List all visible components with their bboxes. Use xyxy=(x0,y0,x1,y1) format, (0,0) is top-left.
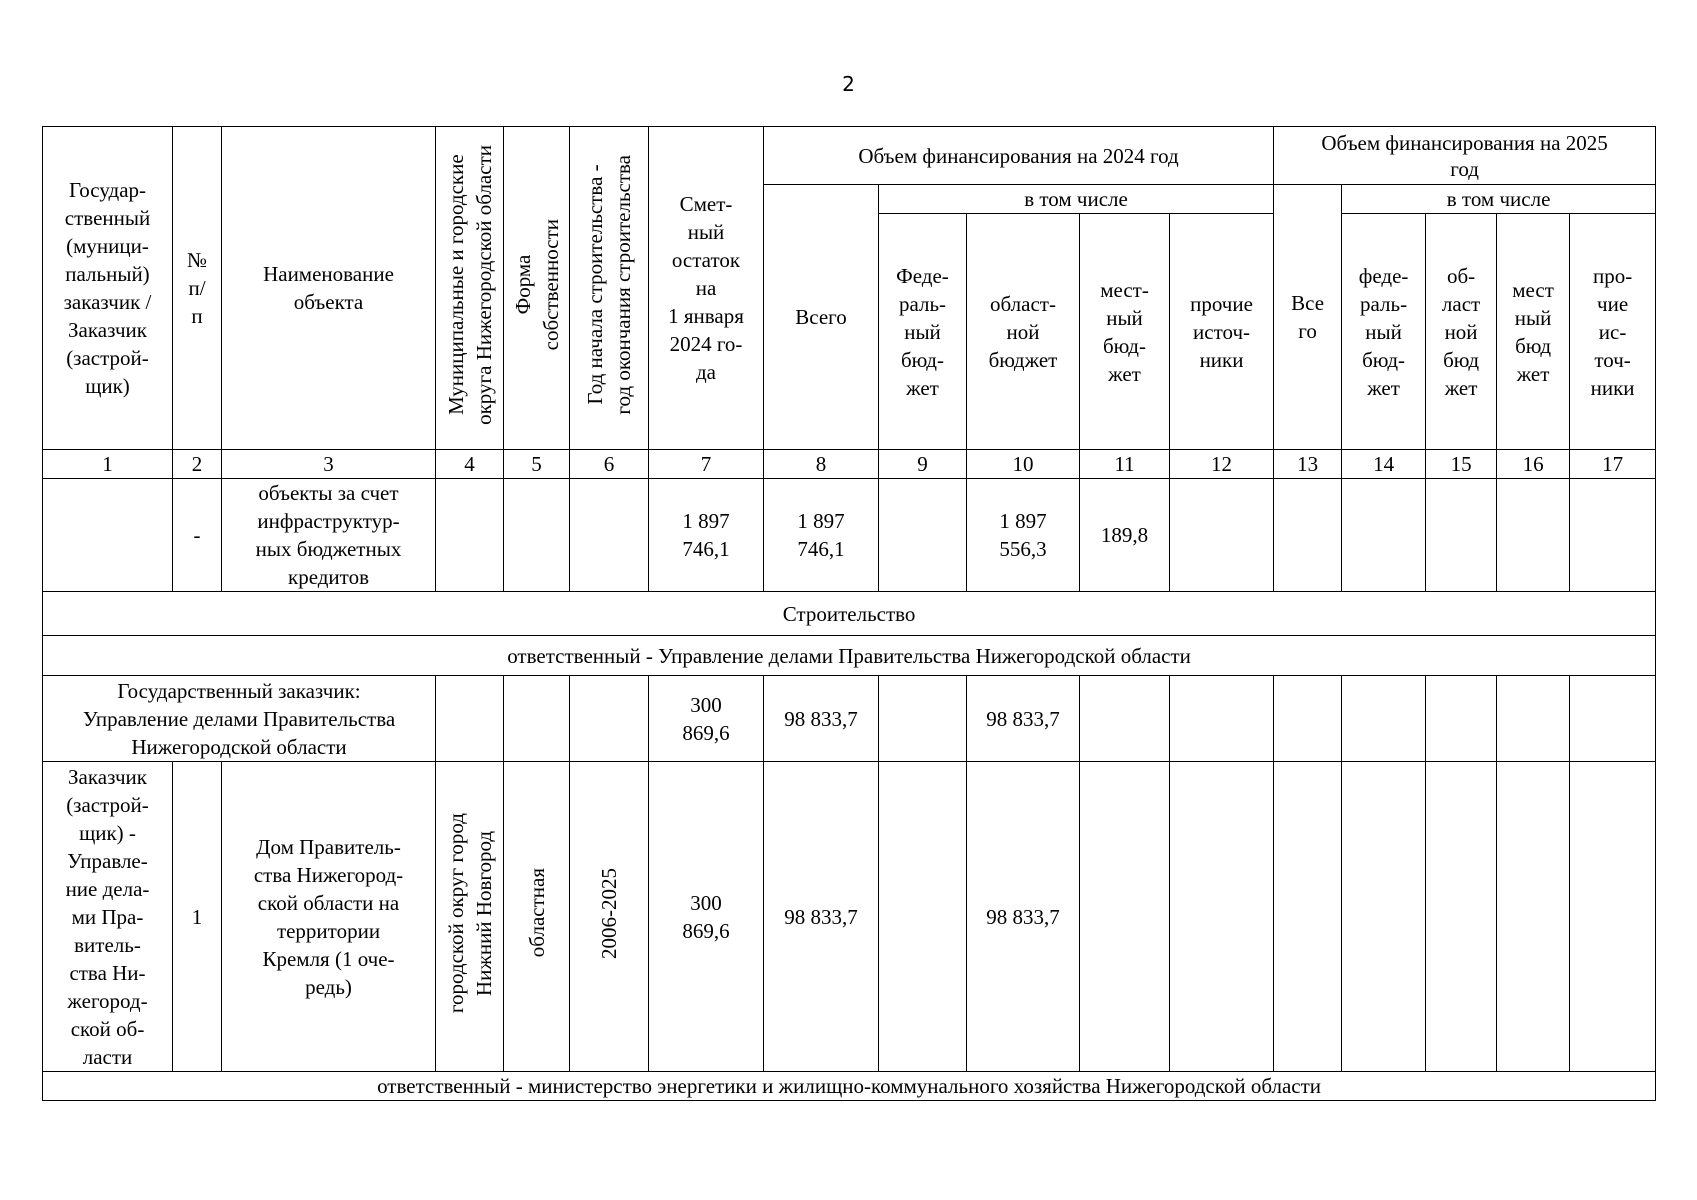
column-number-row xyxy=(43,450,1656,479)
header-ownership xyxy=(504,127,570,450)
header-municipality xyxy=(436,127,504,450)
text-line: Феде- xyxy=(896,263,949,288)
text-line: 1 897 xyxy=(682,509,730,533)
text-line: инфраструктур- xyxy=(257,509,400,533)
text-line: ный xyxy=(1365,319,1402,344)
header-2024-local xyxy=(1080,214,1170,450)
text-line: Государ- xyxy=(68,178,147,202)
text-line: Заказчик xyxy=(68,764,147,789)
text-line: ис- xyxy=(1598,319,1627,344)
object-customer xyxy=(43,762,173,1072)
header-row-1 xyxy=(43,127,1656,185)
text-line: ный xyxy=(687,220,725,244)
text-line: щик) xyxy=(85,374,130,398)
text-line: 746,1 xyxy=(797,537,845,561)
column-number-9: 9 xyxy=(879,450,967,479)
text-line: про- xyxy=(1592,263,1633,288)
text-line: (застрой- xyxy=(66,792,149,817)
text-line: ской об- xyxy=(70,1016,145,1041)
text-line: Кремля (1 оче- xyxy=(262,946,395,971)
text-line: бюд- xyxy=(1103,333,1146,358)
text-line: территории xyxy=(276,918,381,943)
text-line: 2024 го- xyxy=(669,332,743,356)
object-municipality xyxy=(436,762,504,1072)
text-line: собственности xyxy=(538,218,563,351)
text-line: ный xyxy=(904,319,941,344)
object-ownership: областная xyxy=(504,762,570,1072)
text-line: объекта xyxy=(293,290,364,314)
header-2024-including: в том числе xyxy=(879,185,1274,214)
object-name xyxy=(222,762,436,1072)
text-line: пальный) xyxy=(65,262,150,286)
text-line: бюджет xyxy=(988,347,1058,372)
text-line: (застрой- xyxy=(66,346,149,370)
page-number: 2 xyxy=(842,72,855,96)
text-line: Год начала строительства - xyxy=(583,164,607,405)
header-estimated-balance xyxy=(649,127,764,450)
text-line: точ- xyxy=(1594,347,1631,372)
text-line: округа Нижегородской области xyxy=(471,144,496,425)
text-line: щик) - xyxy=(79,820,136,845)
object-regional-2024: 98 833,7 xyxy=(967,762,1080,1072)
text-line: Нижегородской области xyxy=(131,734,347,759)
text-line: источ- xyxy=(1193,319,1251,344)
header-2024-federal xyxy=(879,214,967,450)
column-number-13: 13 xyxy=(1274,450,1342,479)
text-line: Государственный заказчик: xyxy=(117,678,361,703)
responsible-row-2 xyxy=(43,1072,1656,1101)
column-number-5: 5 xyxy=(504,450,570,479)
text-line: Все xyxy=(1291,291,1325,315)
gov-customer-row xyxy=(43,676,1656,762)
text-line: Объем финансирования на 2025 xyxy=(1321,130,1608,155)
text-line: (муници- xyxy=(66,234,149,258)
text-line: жегород- xyxy=(67,988,148,1013)
text-line: феде- xyxy=(1358,263,1409,288)
text-line: п/ xyxy=(188,276,206,300)
header-financing-2025 xyxy=(1274,127,1656,185)
text-line: ный xyxy=(1106,305,1143,330)
text-line: ных бюджетных xyxy=(255,537,402,561)
text-line: мест xyxy=(1512,277,1554,302)
text-line: да xyxy=(695,360,716,384)
text-line: Смет- xyxy=(679,192,733,216)
header-financing-2024: Объем финансирования на 2024 год xyxy=(764,127,1274,185)
text-line: ласти xyxy=(82,1044,133,1069)
text-line: год окончания строительства xyxy=(611,154,635,415)
section-construction: Строительство xyxy=(43,592,1656,636)
responsible-row-1 xyxy=(43,636,1656,676)
text-line: № xyxy=(186,248,208,272)
text-line: ной xyxy=(1444,319,1478,344)
text-line: Наименование xyxy=(263,262,394,286)
text-line: ники xyxy=(1590,375,1635,400)
column-number-16: 16 xyxy=(1497,450,1570,479)
text-line: 1 897 xyxy=(797,509,845,533)
column-number-11: 11 xyxy=(1080,450,1170,479)
text-line: ники xyxy=(1199,347,1244,372)
text-line: Форма xyxy=(510,254,535,315)
text-line: ства Нижегород- xyxy=(253,862,404,887)
infra-balance xyxy=(649,479,764,592)
text-line: област- xyxy=(990,291,1056,316)
header-2025-other xyxy=(1570,214,1656,450)
text-line: раль- xyxy=(1360,291,1408,316)
text-line: Нижний Новгород xyxy=(471,830,496,996)
column-number-2: 2 xyxy=(173,450,222,479)
text-line: бюд xyxy=(1443,347,1480,372)
column-number-10: 10 xyxy=(967,450,1080,479)
text-line: мест- xyxy=(1100,277,1149,302)
text-line: бюд xyxy=(1515,333,1552,358)
gov-customer-label xyxy=(43,676,436,762)
object-balance xyxy=(649,762,764,1072)
column-number-4: 4 xyxy=(436,450,504,479)
infra-object-name xyxy=(222,479,436,592)
text-line: заказчик / xyxy=(63,290,152,314)
text-line: ние дела- xyxy=(65,876,150,901)
text-line: го xyxy=(1298,319,1317,343)
object-row xyxy=(43,762,1656,1072)
text-line: Управление делами Правительства xyxy=(82,706,396,731)
text-line: остаток xyxy=(671,248,741,272)
column-number-7: 7 xyxy=(649,450,764,479)
text-line: ства Ни- xyxy=(69,960,146,985)
responsible-line-2: ответственный - министерство энергетики и жилищно-коммунального хозяйства Нижегородской области xyxy=(43,1072,1656,1101)
text-line: 1 января xyxy=(668,304,744,328)
text-line: бюд- xyxy=(1362,347,1406,372)
header-object-name xyxy=(222,127,436,450)
text-line: ласт xyxy=(1441,291,1481,316)
header-2024-regional xyxy=(967,214,1080,450)
financing-table xyxy=(42,126,1656,1101)
text-line: ственный xyxy=(64,206,151,230)
header-2024-other xyxy=(1170,214,1274,450)
header-2025-regional xyxy=(1426,214,1497,450)
text-line: п xyxy=(191,304,203,328)
text-line: 300 xyxy=(690,890,722,915)
text-line: чие xyxy=(1597,291,1629,316)
responsible-line-1: ответственный - Управление делами Правительства Нижегородской области xyxy=(43,636,1656,676)
object-number: 1 xyxy=(173,762,222,1072)
column-number-14: 14 xyxy=(1342,450,1426,479)
header-2025-total xyxy=(1274,185,1342,450)
column-number-3: 3 xyxy=(222,450,436,479)
text-line: прочие xyxy=(1190,291,1253,316)
infra-number: - xyxy=(173,479,222,592)
text-line: Дом Правитель- xyxy=(256,834,401,859)
column-number-1: 1 xyxy=(43,450,173,479)
infra-local-2024: 189,8 xyxy=(1080,479,1170,592)
column-number-6: 6 xyxy=(570,450,649,479)
text-line: об- xyxy=(1446,263,1476,288)
column-number-12: 12 xyxy=(1170,450,1274,479)
text-line: городской округ город xyxy=(443,812,468,1014)
object-years: 2006-2025 xyxy=(570,762,649,1072)
text-line: объекты за счет xyxy=(258,481,399,505)
object-total-2024: 98 833,7 xyxy=(764,762,879,1072)
text-line: жет xyxy=(1108,361,1141,386)
column-number-15: 15 xyxy=(1426,450,1497,479)
text-line: Муниципальные и городские xyxy=(443,154,468,415)
header-2025-federal xyxy=(1342,214,1426,450)
text-line: бюд- xyxy=(901,347,944,372)
text-line: 869,6 xyxy=(682,918,730,943)
text-line: ской области на xyxy=(257,890,400,915)
header-customer xyxy=(43,127,173,450)
text-line: жет xyxy=(1367,375,1400,400)
text-line: на xyxy=(695,276,717,300)
text-line: год xyxy=(1450,156,1479,181)
text-line: ной xyxy=(1006,319,1040,344)
infra-credits-row xyxy=(43,479,1656,592)
text-line: жет xyxy=(1516,361,1550,386)
infra-total-2024 xyxy=(764,479,879,592)
gov-customer-total-2024: 98 833,7 xyxy=(764,676,879,762)
text-line: кредитов xyxy=(288,565,369,589)
section-row xyxy=(43,592,1656,636)
header-number xyxy=(173,127,222,450)
column-number-8: 8 xyxy=(764,450,879,479)
header-2024-total: Всего xyxy=(764,185,879,450)
header-construction-years xyxy=(570,127,649,450)
text-line: жет xyxy=(906,375,939,400)
infra-regional-2024 xyxy=(967,479,1080,592)
header-2025-including: в том числе xyxy=(1342,185,1656,214)
gov-customer-regional-2024: 98 833,7 xyxy=(967,676,1080,762)
text-line: 746,1 xyxy=(682,537,730,561)
column-number-17: 17 xyxy=(1570,450,1656,479)
text-line: 556,3 xyxy=(999,537,1047,561)
text-line: ми Пра- xyxy=(71,904,144,929)
infra-customer-cell xyxy=(43,479,173,592)
text-line: витель- xyxy=(74,932,141,957)
text-line: Заказчик xyxy=(68,318,147,342)
text-line: 869,6 xyxy=(682,720,730,745)
header-2025-local xyxy=(1497,214,1570,450)
text-line: 300 xyxy=(690,692,722,717)
text-line: жет xyxy=(1444,375,1478,400)
text-line: ный xyxy=(1514,305,1552,330)
text-line: раль- xyxy=(898,291,947,316)
text-line: редь) xyxy=(305,974,352,999)
gov-customer-balance xyxy=(649,676,764,762)
text-line: 1 897 xyxy=(999,509,1047,533)
text-line: Управле- xyxy=(67,848,148,873)
